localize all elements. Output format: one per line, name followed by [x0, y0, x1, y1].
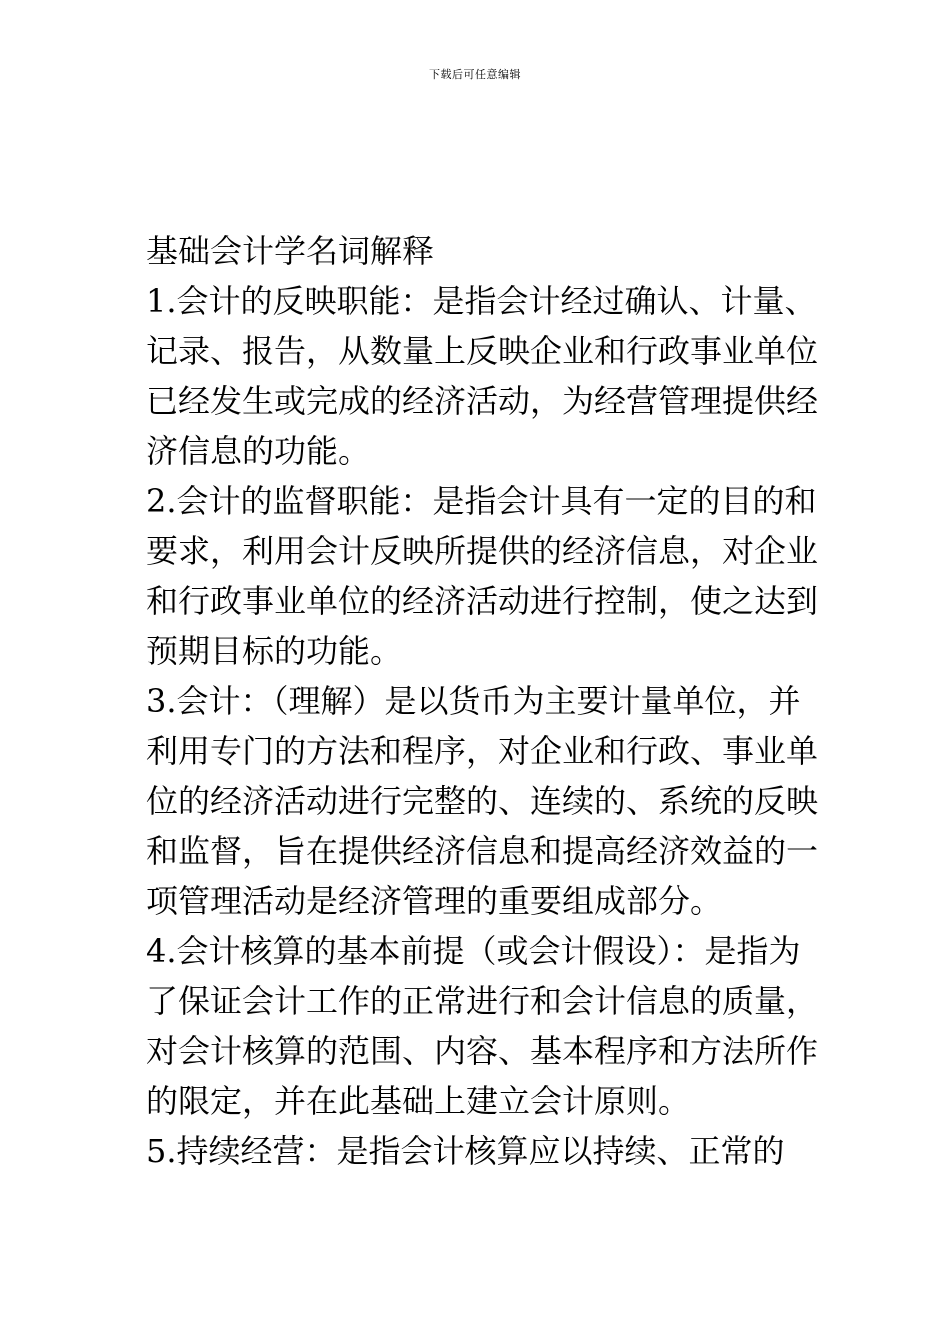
paragraph-5: 5.持续经营：是指会计核算应以持续、正常的 [146, 1132, 785, 1170]
paragraph-3: 3.会计：（理解）是以货币为主要计量单位，并利用专门的方法和程序，对企业和行政、事业单位的经济活动进行完整的、连续的、系统的反映和监督，旨在提供经济信息和提高经济效益的一项管理活动是经济管理的重要组成部分。 [146, 682, 819, 920]
paragraph-4: 4.会计核算的基本前提（或会计假设）：是指为了保证会计工作的正常进行和会计信息的质量，对会计核算的范围、内容、基本程序和方法所作的限定，并在此基础上建立会计原则。 [146, 932, 819, 1120]
header-note: 下载后可任意编辑 [429, 68, 521, 81]
paragraph-1: 1.会计的反映职能：是指会计经过确认、计量、记录、报告，从数量上反映企业和行政事业单位已经发生或完成的经济活动，为经营管理提供经济信息的功能。 [146, 282, 819, 470]
paragraph-2: 2.会计的监督职能：是指会计具有一定的目的和要求，利用会计反映所提供的经济信息，对企业和行政事业单位的经济活动进行控制，使之达到预期目标的功能。 [146, 482, 819, 670]
document-body [146, 226, 826, 1176]
document-title: 基础会计学名词解释 [146, 232, 435, 270]
